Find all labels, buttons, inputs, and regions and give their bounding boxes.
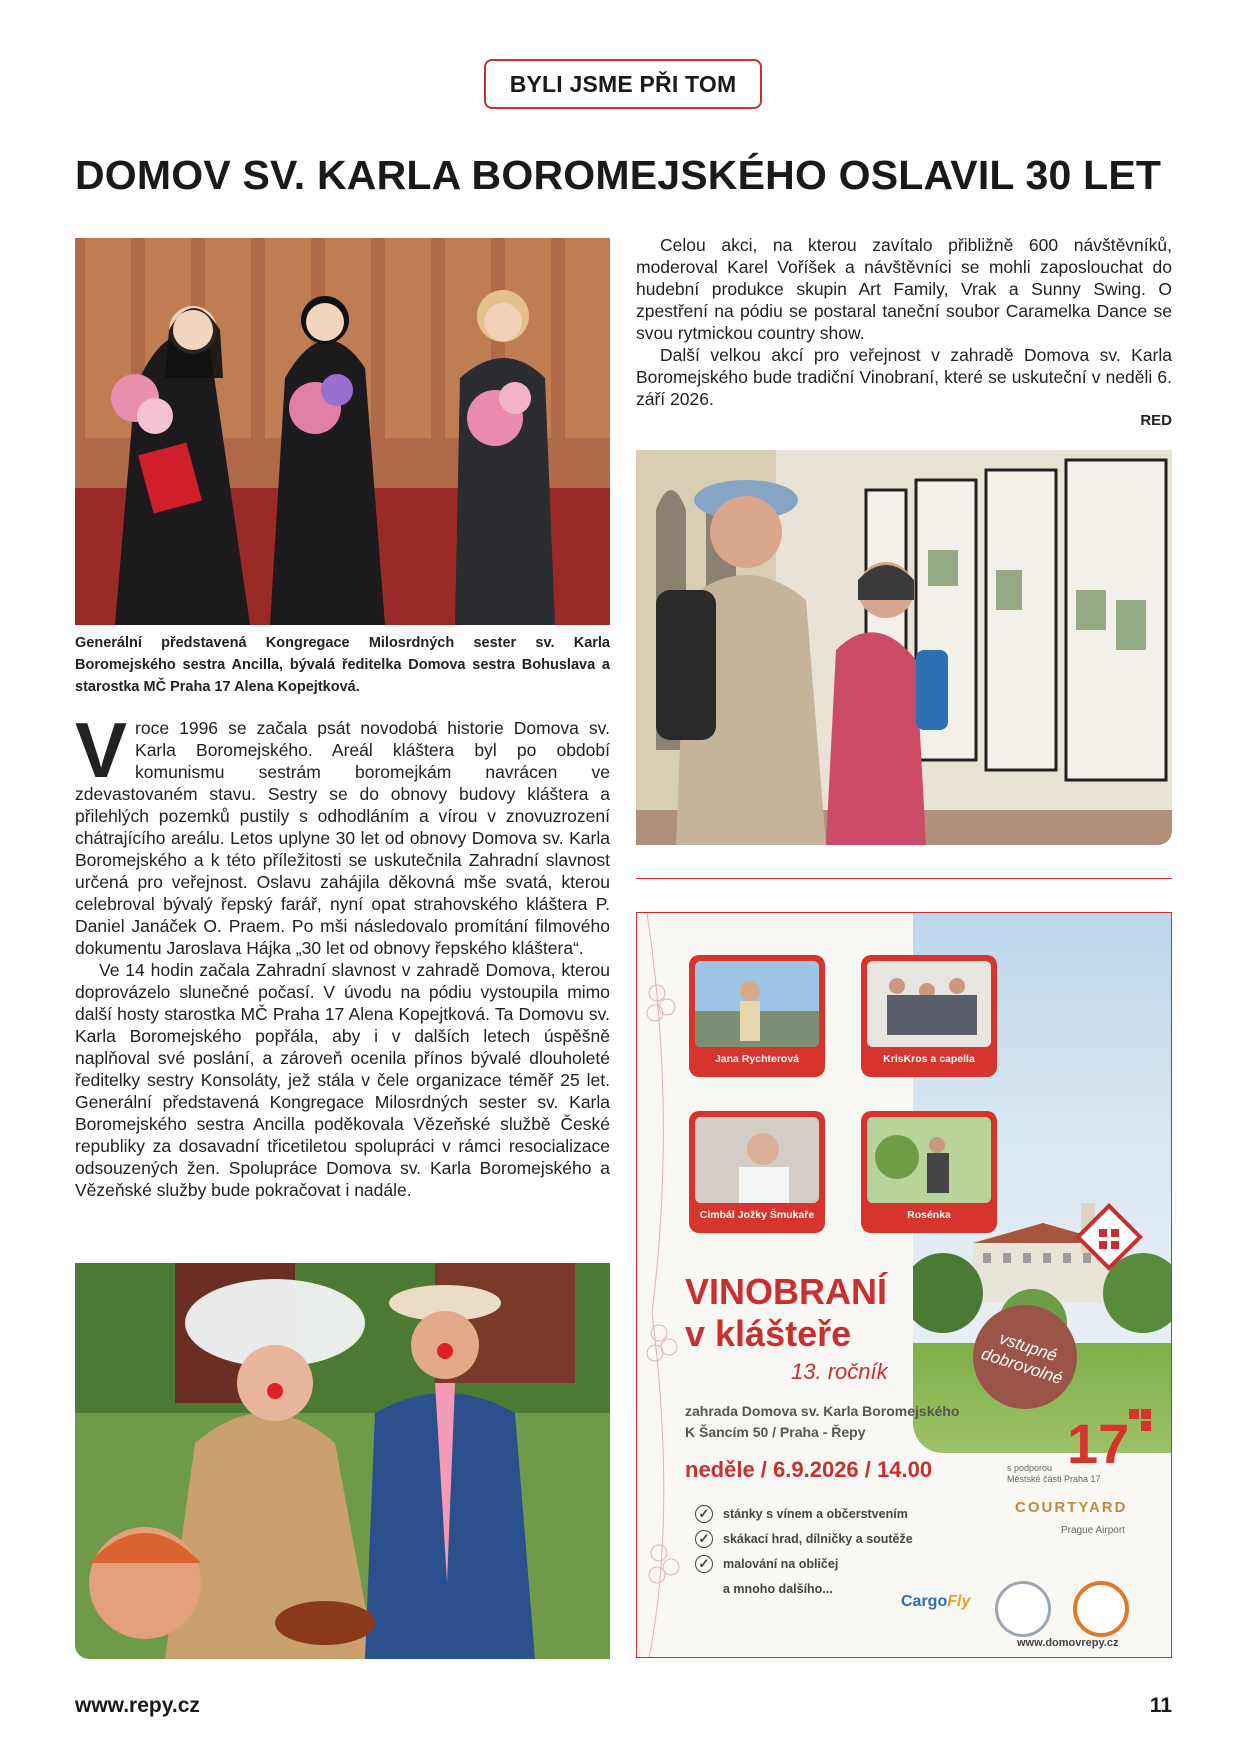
article-paragraph: Ve 14 hodin začala Zahradní slavnost v zahradě Domova, kterou doprovázelo slunečné počasí. V úvodu na pódiu vystoupila mimo další hosty starostka MČ Praha 17 Alena Kopejtková. Ta Domovu sv. Karla Boromejského popřála, aby i v dalších letech úspěšně naplňoval své poslání, a zároveň ocenila přínos bývalé dlouholeté ředitelky sestry Konsoláty, jež stála v čele organizace téměř 25 let. Generální představená Kongregace Milosrdných sester sv. Karla Boromejského sestra Ancilla poděkovala Vězeňské službě České republiky za dosavadní třicetiletou spolupráci v rámci resocializace odsouzených žen. Spolupráce Domova sv. Karla Boromejského a Vězeňské služby bude pokračovat i nadále. [75, 960, 610, 1200]
association-logo-icon [1073, 1581, 1129, 1637]
act-name: Rosénka [907, 1209, 951, 1221]
poster-date: neděle / 6.9.2026 / 14.00 [685, 1457, 933, 1482]
act-card [861, 955, 997, 1077]
article-body-right [636, 234, 1172, 410]
sponsor-cargofly: CargoFly [901, 1593, 971, 1610]
seal-logo-icon [995, 1581, 1051, 1637]
photo-sisters-with-flowers [75, 238, 610, 625]
feature-item: ✓ stánky s vínem a občerstvením [695, 1501, 913, 1526]
section-divider [636, 878, 1172, 879]
section-tag: BYLI JSME PŘI TOM [484, 59, 762, 109]
feature-item: ✓ malování na obličej [695, 1551, 913, 1576]
author-signature: RED [1140, 412, 1172, 429]
poster-features [695, 1501, 913, 1601]
act-card [861, 1111, 997, 1233]
poster-venue: zahrada Domova sv. Karla Boromejského K Šancím 50 / Praha - Řepy [685, 1403, 960, 1440]
footer-website: www.repy.cz [75, 1694, 200, 1717]
support-text: s podporou Městské části Praha 17 [1007, 1463, 1101, 1484]
feature-item: ✓ skákací hrad, dílničky a soutěže [695, 1526, 913, 1551]
photo-clowns-festival [75, 1263, 610, 1659]
act-photo [695, 961, 819, 1047]
grape-vine-decoration [637, 913, 687, 1658]
sponsor-courtyard-sub: Prague Airport [1061, 1525, 1125, 1536]
sponsor-courtyard: COURTYARD [1015, 1499, 1128, 1516]
article-paragraph: Celou akci, na kterou zavítalo přibližně 600 návštěvníků, moderoval Karel Voříšek a návštěvníci se mohli zaposlouchat do hudební produkce skupin Art Family, Vrak a Sunny Swing. O zpestření na pódiu se postaral taneční soubor Caramelka Dance se svou rytmickou country show. [636, 235, 1172, 343]
act-card [689, 1111, 825, 1233]
act-photo [867, 1117, 991, 1203]
poster-title: VINOBRANÍ v klášteře [685, 1271, 888, 1354]
check-icon: ✓ [695, 1505, 713, 1523]
drop-cap: V [75, 706, 128, 794]
poster-edition: 13. ročník [791, 1359, 888, 1384]
article-paragraph: Vroce 1996 se začala psát novodobá historie Domova sv. Karla Boromejského. Areál kláštera byl po období komunismu sestrám boromejkám navrácen ve zdevastovaném stavu. Sestry se do obnovy budovy kláštera a přilehlých pozemků pustily s odhodláním a vírou v znovuzrození chátrajícího areálu. Letos uplyne 30 let od obnovy Domova sv. Karla Boromejského a k této příležitosti se uskutečnila Zahradní slavnost určená pro veřejnost. Oslavu zahájila děkovná mše svatá, kterou celebroval bývalý řepský farář, nyní opat strahovského kláštera P. Daniel Janáček O. Praem. Po mši následovalo promítání filmového dokumentu Jaroslava Hájka „30 let od obnovy řepského kláštera“. [75, 706, 610, 958]
check-icon: ✓ [695, 1555, 713, 1573]
act-photo [695, 1117, 819, 1203]
act-name: Cimbál Jožky Šmukaře [699, 1209, 815, 1221]
vinobrani-poster [636, 912, 1172, 1658]
act-card [689, 955, 825, 1077]
act-name: Jana Rychterová [714, 1053, 800, 1065]
feature-more: a mnoho dalšího... [723, 1581, 833, 1596]
domov-logo-icon [1073, 1201, 1145, 1273]
poster-website: www.domovrepy.cz [1017, 1637, 1119, 1649]
svg-text:17: 17 [1067, 1412, 1130, 1475]
check-icon: ✓ [695, 1530, 713, 1548]
page-number: 11 [1149, 1694, 1172, 1717]
article-body-left [75, 706, 610, 1201]
photo-caption: Generální představená Kongregace Milosrdných sester sv. Karla Boromejského sestra Ancilla, bývalá ředitelka Domova sestra Bohuslava a starostka MČ Praha 17 Alena Kopejtková. [75, 635, 610, 695]
act-photo [867, 961, 991, 1047]
act-name: KrisKros a capella [883, 1053, 975, 1065]
article-paragraph: Další velkou akcí pro veřejnost v zahradě Domova sv. Karla Boromejského bude tradiční Vinobraní, které se uskuteční v neděli 6. září 2026. [636, 345, 1172, 409]
photo-exhibition-visitors [636, 450, 1172, 845]
admission-badge: vstupné dobrovolné [959, 1291, 1090, 1422]
article-headline: DOMOV SV. KARLA BOROMEJSKÉHO OSLAVIL 30 LET [75, 152, 1162, 198]
